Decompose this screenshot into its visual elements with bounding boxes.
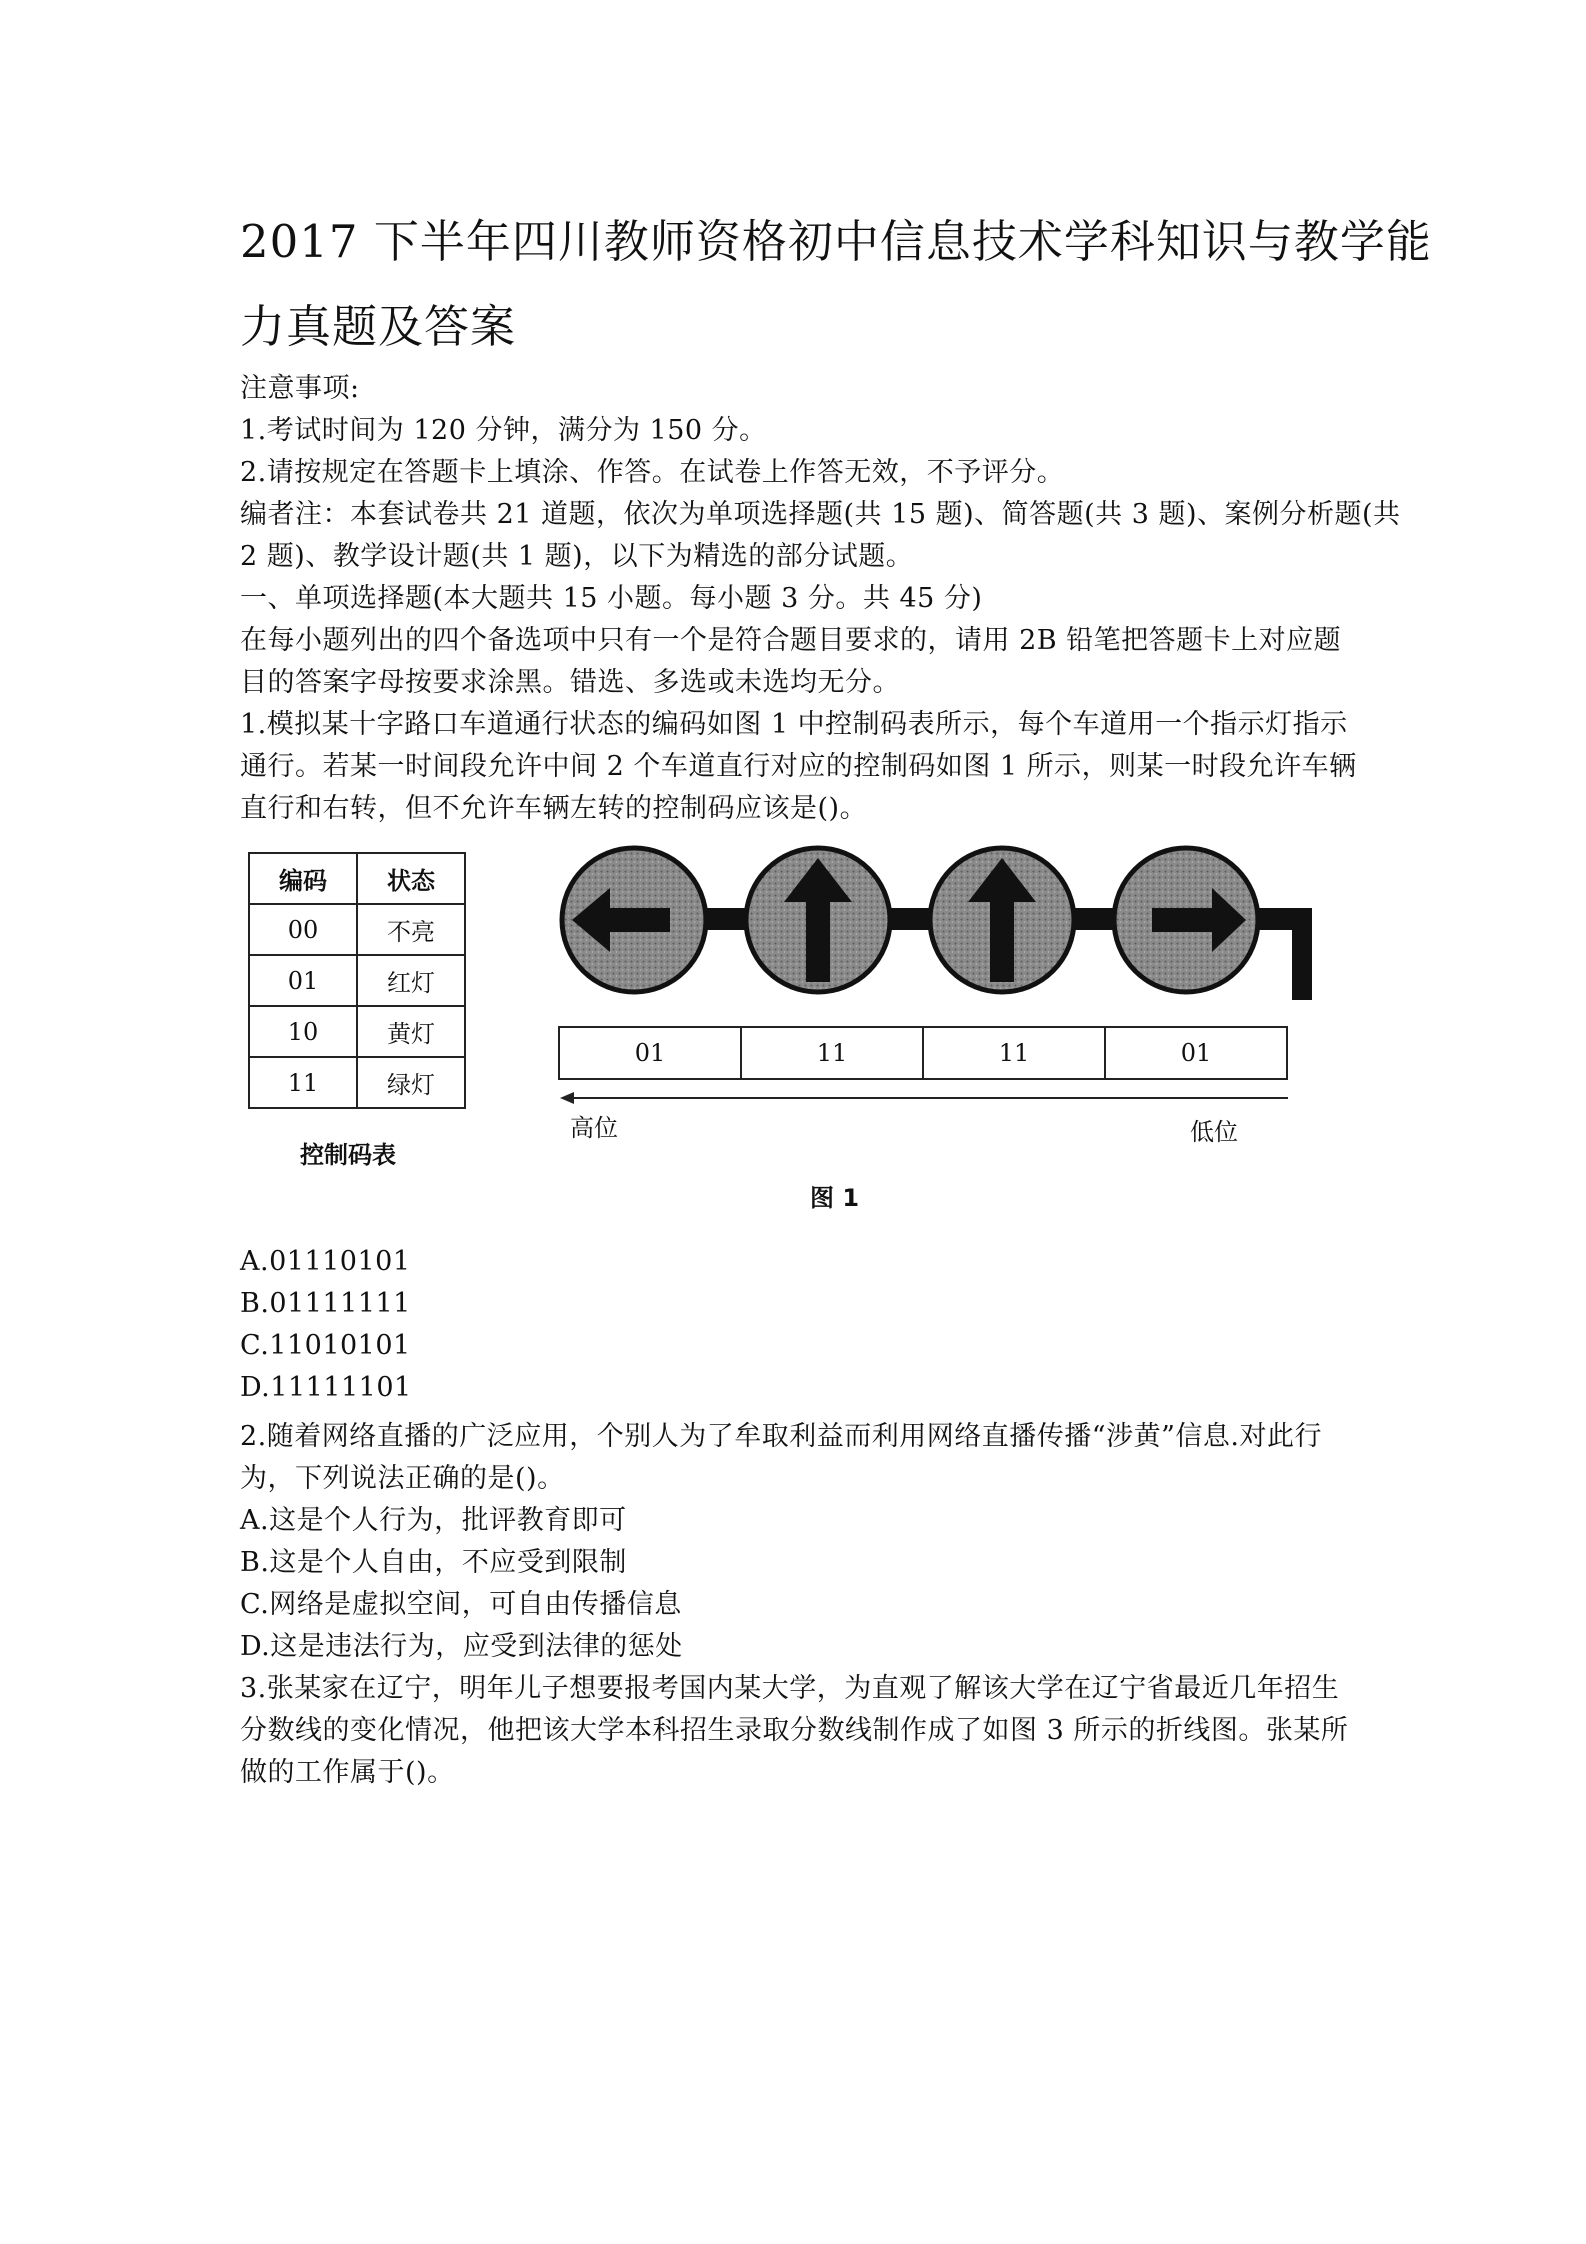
- question3-line1: 3.张某家在辽宁，明年儿子想要报考国内某大学，为直观了解该大学在辽宁省最近几年招生: [240, 1673, 1340, 1704]
- document-title-line1: 2017 下半年四川教师资格初中信息技术学科知识与教学能: [240, 215, 1432, 268]
- question3-line2: 分数线的变化情况，他把该大学本科招生录取分数线制作成了如图 3 所示的折线图。张某所: [240, 1715, 1349, 1746]
- figure-caption: 图 1: [810, 1184, 860, 1212]
- question2-option-a: A.这是个人行为，批评教育即可: [240, 1505, 627, 1536]
- table-row: [249, 955, 465, 1006]
- question2-option-c: C.网络是虚拟空间，可自由传播信息: [240, 1589, 682, 1620]
- table-row: [249, 1057, 465, 1108]
- bit-order-arrow: [560, 1090, 1290, 1106]
- up-arrow-icon: [930, 848, 1074, 992]
- table-header-state: 状态: [357, 853, 465, 904]
- question1-line1: 1.模拟某十字路口车道通行状态的编码如图 1 中控制码表所示，每个车道用一个指示灯指示: [240, 709, 1348, 740]
- notes-heading: 注意事项:: [240, 373, 360, 404]
- question1-option-b: B.01111111: [240, 1288, 411, 1319]
- table-cell-state: 不亮: [357, 904, 465, 955]
- table-cell-code: 00: [249, 904, 357, 955]
- table-cell-state: 绿灯: [357, 1057, 465, 1108]
- question2-line1: 2.随着网络直播的广泛应用，个别人为了牟取利益而利用网络直播传播“涉黄”信息.对此行: [240, 1421, 1322, 1452]
- control-code-bar: [558, 1026, 1288, 1080]
- code-cell: 01: [560, 1028, 742, 1078]
- editor-note-line1: 编者注：本套试卷共 21 道题，依次为单项选择题(共 15 题)、简答题(共 3 题)、案例分析题(共: [240, 499, 1401, 530]
- table-cell-code: 10: [249, 1006, 357, 1057]
- document-title-line2: 力真题及答案: [240, 300, 517, 353]
- table-cell-code: 11: [249, 1057, 357, 1108]
- table-cell-state: 红灯: [357, 955, 465, 1006]
- left-arrow-icon: [562, 848, 706, 992]
- question1-option-c: C.11010101: [240, 1330, 411, 1361]
- up-arrow-icon: [746, 848, 890, 992]
- question1-option-a: A.01110101: [240, 1246, 411, 1277]
- editor-note-line2: 2 题)、教学设计题(共 1 题)，以下为精选的部分试题。: [240, 541, 914, 572]
- question3-line3: 做的工作属于()。: [240, 1757, 455, 1788]
- question2-option-b: B.这是个人自由，不应受到限制: [240, 1547, 627, 1578]
- traffic-lights: [540, 840, 1340, 1015]
- table-row: [249, 1006, 465, 1057]
- question2-line2: 为，下列说法正确的是()。: [240, 1463, 565, 1494]
- control-code-table-caption: 控制码表: [300, 1141, 396, 1169]
- section1-heading: 一、单项选择题(本大题共 15 小题。每小题 3 分。共 45 分): [240, 583, 983, 614]
- right-arrow-icon: [1114, 848, 1258, 992]
- question1-option-d: D.11111101: [240, 1372, 412, 1403]
- code-cell: 11: [742, 1028, 924, 1078]
- table-cell-state: 黄灯: [357, 1006, 465, 1057]
- code-cell: 11: [924, 1028, 1106, 1078]
- figure-1: [240, 840, 1360, 1220]
- table-header-code: 编码: [249, 853, 357, 904]
- control-code-table: [248, 852, 466, 1109]
- section1-instruction-line2: 目的答案字母按要求涂黑。错选、多选或未选均无分。: [240, 667, 900, 698]
- question1-line2: 通行。若某一时间段允许中间 2 个车道直行对应的控制码如图 1 所示，则某一时段允许车辆: [240, 751, 1357, 782]
- table-row: [249, 904, 465, 955]
- code-cell: 01: [1180, 1039, 1212, 1067]
- control-code-table-header: [249, 853, 465, 904]
- note-item-2: 2.请按规定在答题卡上填涂、作答。在试卷上作答无效，不予评分。: [240, 457, 1065, 488]
- low-bit-label: 低位: [1190, 1118, 1238, 1146]
- question1-line3: 直行和右转，但不允许车辆左转的控制码应该是()。: [240, 793, 868, 824]
- light-connector-post: [1292, 908, 1312, 1000]
- note-item-1: 1.考试时间为 120 分钟，满分为 150 分。: [240, 415, 767, 446]
- section1-instruction-line1: 在每小题列出的四个备选项中只有一个是符合题目要求的，请用 2B 铅笔把答题卡上对应题: [240, 625, 1342, 656]
- table-cell-code: 01: [249, 955, 357, 1006]
- high-bit-label: 高位: [570, 1114, 618, 1142]
- question2-option-d: D.这是违法行为，应受到法律的惩处: [240, 1631, 683, 1662]
